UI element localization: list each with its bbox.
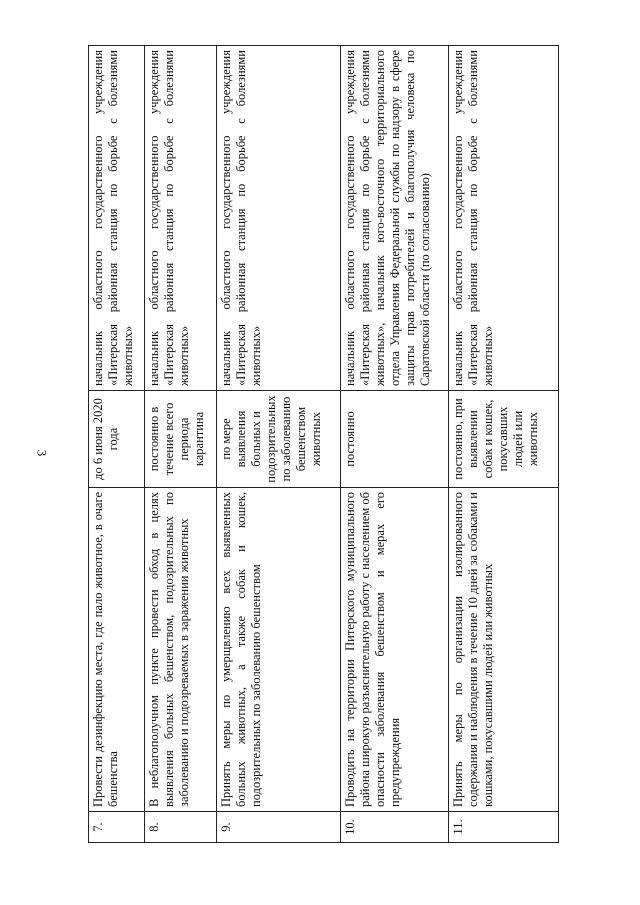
row-responsible: начальник областного государственного учреждения «Питерская районная станция по борьбе с болезнями животных», начальник юго-восточного территориального отдела Управления Федеральной службы по надзору в сфере защиты прав потребителей и благополучия человека по Саратовской области (по согласованию) xyxy=(341,46,449,391)
row-term: по мере выявления больных и подозрительных по заболеванию бешенством животных xyxy=(217,391,341,488)
row-action: Принять меры по организации изолированного содержания и наблюдения в течение 10 дней за собаками и кошками, покусавшими людей или животных xyxy=(449,488,559,812)
row-number: 11. xyxy=(449,812,559,843)
table-row xyxy=(341,46,449,843)
row-responsible: начальник областного государственного учреждения «Питерская районная станция по борьбе с болезнями животных» xyxy=(89,46,145,391)
row-responsible: начальник областного государственного учреждения «Питерская районная станция по борьбе с болезнями животных» xyxy=(449,46,559,391)
table-row xyxy=(217,46,341,843)
measures-table xyxy=(88,45,559,843)
row-number: 10. xyxy=(341,812,449,843)
row-term: постоянно xyxy=(341,391,449,488)
row-term: постоянно в течение всего периода карантина xyxy=(145,391,217,488)
row-action: Проводить на территории Питерского муниципального района широкую разъяснительную работу с населением об опасности заболевания бешенством и мерах его предупреждения xyxy=(341,488,449,812)
row-number: 7. xyxy=(89,812,145,843)
table-row xyxy=(449,46,559,843)
table-row xyxy=(89,46,145,843)
table-row xyxy=(145,46,217,843)
measures-table-container xyxy=(88,45,558,843)
row-responsible: начальник областного государственного учреждения «Питерская районная станция по борьбе с болезнями животных» xyxy=(145,46,217,391)
row-responsible: начальник областного государственного учреждения «Питерская районная станция по борьбе с болезнями животных» xyxy=(217,46,341,391)
page-number: 3 xyxy=(34,449,50,457)
row-term: до 6 июня 2020 года xyxy=(89,391,145,488)
row-action: Провести дезинфекцию места, где пало животное, в очаге бешенства xyxy=(89,488,145,812)
row-action: В неблагополучном пункте провести обход в целях выявления больных бешенством, подозрительных по заболеванию и подозреваемых в заражении животных xyxy=(145,488,217,812)
row-number: 8. xyxy=(145,812,217,843)
row-number: 9. xyxy=(217,812,341,843)
row-action: Принять меры по умерщвлению всех выявленных больных животных, а также собак и кошек, подозрительных по заболеванию бешенством xyxy=(217,488,341,812)
row-term: постоянно, при выявлении собак и кошек, покусавших людей или животных xyxy=(449,391,559,488)
